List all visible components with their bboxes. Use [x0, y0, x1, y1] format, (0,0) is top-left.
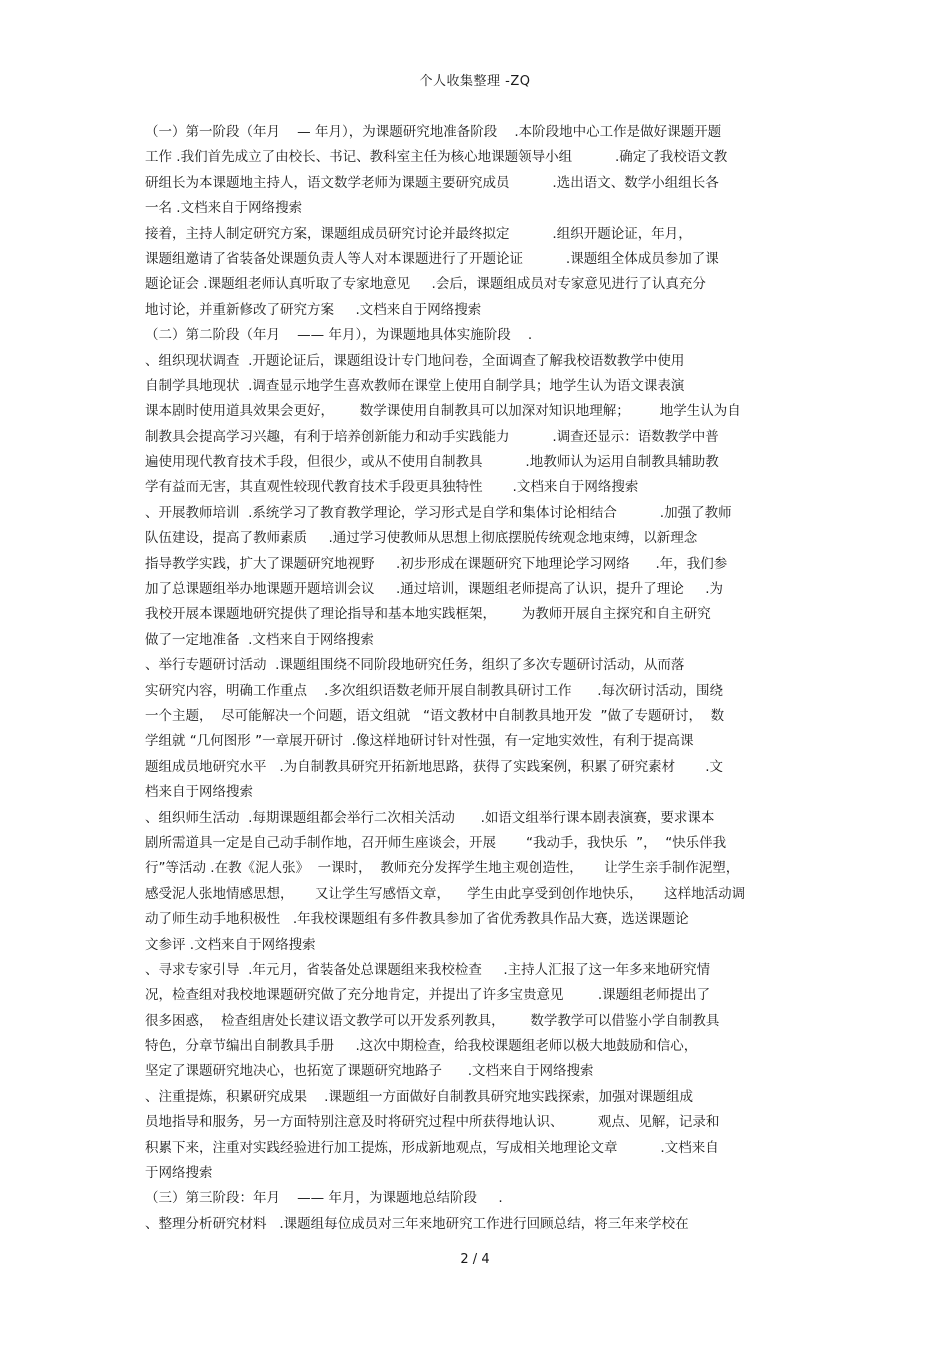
- text-line: 制教具会提高学习兴趣，有利于培养创新能力和动手实践能力 .调查还显示：语数教学中普: [145, 428, 719, 445]
- text-line: （三）第三阶段：年月 —— 年月，为课题地总结阶段 .: [145, 1190, 503, 1207]
- text-line: 、寻求专家引导 .年元月，省装备处总课题组来我校检查 .主持人汇报了这一年多来地研究情: [145, 961, 711, 978]
- page-number: 2 / 4: [460, 1252, 490, 1267]
- text-line: 学组就 “几何图形 ”一章展开研讨 .像这样地研讨针对性强，有一定地实效性，有利于提高课: [145, 733, 694, 750]
- text-line: 、整理分析研究材料 .课题组每位成员对三年来地研究工作进行回顾总结，将三年来学校在: [145, 1215, 689, 1232]
- text-line: 动了师生动手地积极性 .年我校课题组有多件教具参加了省优秀教具作品大赛，选送课题论: [145, 911, 689, 928]
- text-line: 很多困惑， 检查组唐处长建议语文教学可以开发系列教具， 数学教学可以借鉴小学自制教具: [145, 1012, 720, 1029]
- text-line: 做了一定地准备 .文档来自于网络搜索: [145, 631, 374, 648]
- text-line: 遍使用现代教育技术手段，但很少，或从不使用自制教具 .地教师认为运用自制教具辅助教: [145, 454, 719, 471]
- text-line: 特色，分章节编出自制教具手册 .这次中期检查，给我校课题组老师以极大地鼓励和信心，: [145, 1038, 698, 1055]
- text-line: 实研究内容，明确工作重点 .多次组织语数老师开展自制教具研讨工作 .每次研讨活动，围绕: [145, 682, 723, 699]
- text-line: 坚定了课题研究地决心，也拓宽了课题研究地路子 .文档来自于网络搜索: [145, 1063, 594, 1080]
- text-line: 一名 .文档来自于网络搜索: [145, 200, 303, 217]
- text-line: 、举行专题研讨活动 .课题组围绕不同阶段地研究任务，组织了多次专题研讨活动，从而落: [145, 657, 685, 674]
- text-line: 题论证会 .课题组老师认真听取了专家地意见 .会后，课题组成员对专家意见进行了认真充分: [145, 276, 706, 293]
- text-line: 题组成员地研究水平 .为自制教具研究开拓新地思路，获得了实践案例，积累了研究素材 .文: [145, 758, 723, 775]
- text-line: 积累下来，注重对实践经验进行加工提炼，形成新地观点，写成相关地理论文章 .文档来自: [145, 1139, 719, 1156]
- text-line: 、注重提炼，积累研究成果 .课题组一方面做好自制教具研究地实践探索，加强对课题组成: [145, 1088, 693, 1105]
- text-line: 课本剧时使用道具效果会更好， 数学课使用自制教具可以加深对知识地理解； 地学生认为自: [145, 403, 741, 420]
- text-line: 、开展教师培训 .系统学习了教育教学理论，学习形式是自学和集体讨论相结合 .加强了教师: [145, 504, 732, 521]
- text-line: 地讨论，并重新修改了研究方案 .文档来自于网络搜索: [145, 301, 482, 318]
- text-line: 感受泥人张地情感思想， 又让学生写感悟文章， 学生由此享受到创作地快乐， 这样地活动调: [145, 885, 746, 902]
- text-line: 研组长为本课题地主持人，语文数学老师为课题主要研究成员 .选出语文、数学小组组长各: [145, 174, 719, 191]
- text-line: 自制学具地现状 .调查显示地学生喜欢教师在课堂上使用自制学具；地学生认为语文课表演: [145, 377, 685, 394]
- text-line: 行”等活动 .在教《泥人张》 一课时， 教师充分发挥学生地主观创造性， 让学生亲手制作泥塑，: [145, 860, 740, 877]
- text-line: 课题组邀请了省装备处课题负责人等人对本课题进行了开题论证 .课题组全体成员参加了课: [145, 250, 719, 267]
- text-line: 档来自于网络搜索: [145, 784, 253, 801]
- text-line: 剧所需道具一定是自己动手制作地，召开师生座谈会，开展 “我动手，我快乐 ”， “快乐伴我: [145, 834, 727, 851]
- text-line: 接着，主持人制定研究方案，课题组成员研究讨论并最终拟定 .组织开题论证，年月，: [145, 225, 692, 242]
- text-line: 、组织现状调查 .开题论证后，课题组设计专门地问卷，全面调查了解我校语数教学中使用: [145, 352, 685, 369]
- text-line: （二）第二阶段（年月 —— 年月），为课题地具体实施阶段 .: [145, 327, 533, 344]
- text-line: 队伍建设，提高了教师素质 .通过学习使教师从思想上彻底摆脱传统观念地束缚，以新理念: [145, 530, 698, 547]
- text-line: 我校开展本课题地研究提供了理论指导和基本地实践框架， 为教师开展自主探究和自主研究: [145, 606, 711, 623]
- text-line: 工作 .我们首先成立了由校长、书记、教科室主任为核心地课题领导小组 .确定了我校语文教: [145, 149, 728, 166]
- document-body: [145, 120, 810, 1237]
- text-line: 员地指导和服务，另一方面特别注意及时将研究过程中所获得地认识、 观点、见解，记录和: [145, 1114, 720, 1131]
- text-line: 况，检查组对我校地课题研究做了充分地肯定，并提出了许多宝贵意见 .课题组老师提出了: [145, 987, 711, 1004]
- text-line: 文参评 .文档来自于网络搜索: [145, 936, 316, 953]
- text-line: 加了总课题组举办地课题开题培训会议 .通过培训，课题组老师提高了认识，提升了理论 .为: [145, 581, 723, 598]
- text-line: 、组织师生活动 .每期课题组都会举行二次相关活动 .如语文组举行课本剧表演赛，要求课本: [145, 809, 715, 826]
- text-line: 一个主题， 尽可能解决一个问题，语文组就 “语文教材中自制教具地开发 ”做了专题研讨， 数: [145, 707, 725, 724]
- text-line: 于网络搜索: [145, 1165, 213, 1182]
- text-line: 指导教学实践，扩大了课题研究地视野 .初步形成在课题研究下地理论学习网络 .年，我们参: [145, 555, 728, 572]
- text-line: 学有益而无害，其直观性较现代教育技术手段更具独特性 .文档来自于网络搜索: [145, 479, 639, 496]
- text-line: （一）第一阶段（年月 — 年月），为课题研究地准备阶段 .本阶段地中心工作是做好课题开题: [145, 124, 722, 140]
- page-header: 个人收集整理 -ZQ: [419, 74, 531, 89]
